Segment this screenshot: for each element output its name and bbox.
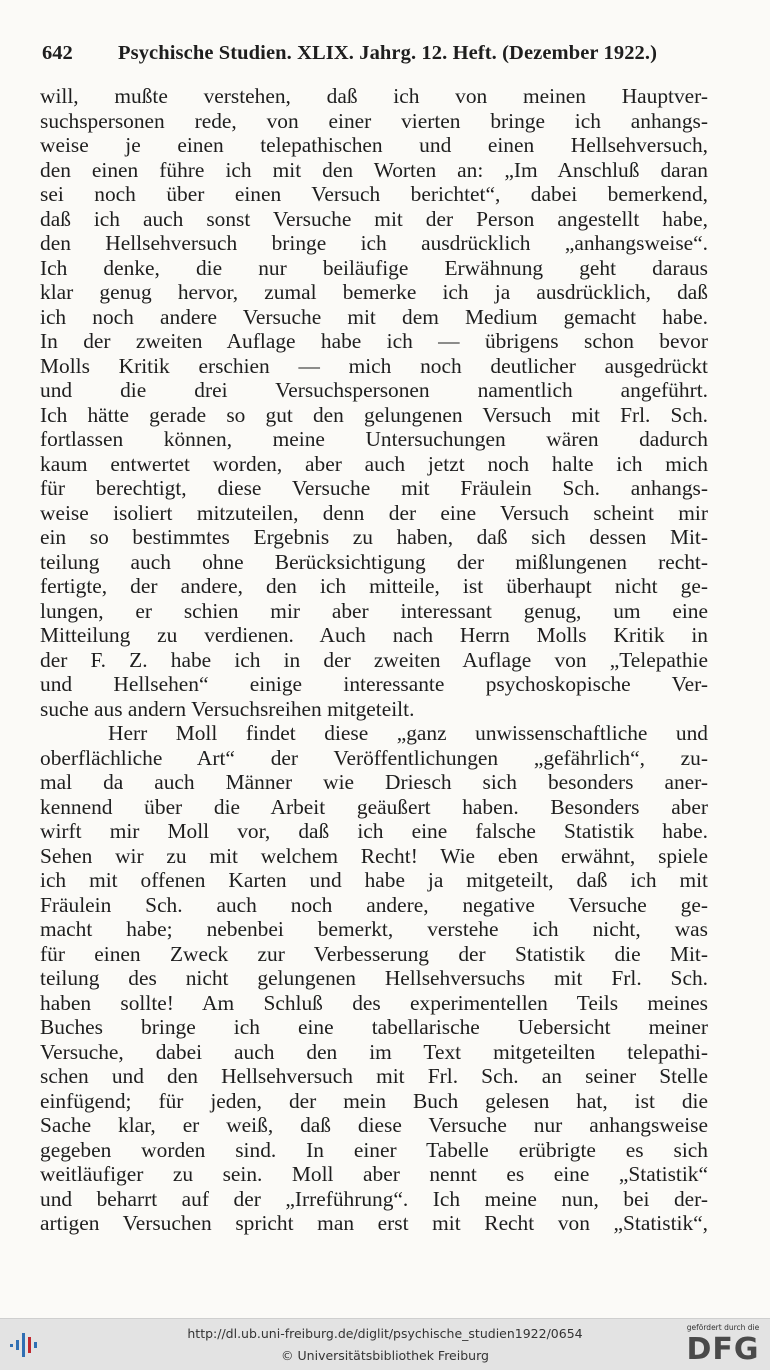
text-line: Sehen wir zu mit welchem Recht! Wie eben erwähnt, spiele — [40, 843, 708, 868]
text-line: klar genug hervor, zumal bemerke ich ja ausdrücklich, daß — [40, 280, 708, 304]
text-line: fertigte, der andere, den ich mitteile, ist überhaupt nicht ge- — [40, 574, 708, 598]
text-line: fortlassen können, meine Untersuchungen wären dadurch — [40, 427, 708, 451]
text-line: ein so bestimmtes Ergebnis zu haben, daß sich dessen Mit- — [40, 525, 708, 549]
dfg-logo-mark: DFG — [686, 1332, 760, 1367]
text-line: kaum entwertet worden, aber auch jetzt noch halte ich mich — [40, 451, 708, 476]
dfg-tagline: gefördert durch die — [686, 1323, 760, 1332]
page-number: 642 — [42, 42, 73, 64]
text-line: schen und den Hellsehversuch mit Frl. Sch. an seiner Stelle — [40, 1064, 708, 1088]
text-line: teilung des nicht gelungenen Hellsehversuchs mit Frl. Sch. — [40, 966, 708, 990]
viewer-footer — [0, 1318, 770, 1370]
text-line: mal da auch Männer wie Driesch sich besonders aner- — [40, 770, 708, 794]
text-line: der F. Z. habe ich in der zweiten Auflage von „Telepathie — [40, 647, 708, 672]
text-line: suchspersonen rede, von einer vierten bringe ich anhangs- — [40, 108, 708, 133]
page-header — [40, 42, 720, 72]
text-line: den einen führe ich mit den Worten an: „Im Anschluß daran — [40, 157, 708, 182]
text-line: Sache klar, er weiß, daß diese Versuche nur anhangsweise — [40, 1113, 708, 1137]
text-line: Mitteilung zu verdienen. Auch nach Herrn Molls Kritik in — [40, 623, 708, 647]
text-line: lungen, er schien mir aber interessant genug, um eine — [40, 598, 708, 623]
text-line: sei noch über einen Versuch berichtet“, dabei bemerkend, — [40, 182, 708, 206]
text-line: Fräulein Sch. auch noch andere, negative Versuche ge- — [40, 892, 708, 917]
text-line: und Hellsehen“ einige interessante psychoskopische Ver- — [40, 672, 708, 696]
dfg-logo — [680, 1323, 766, 1367]
text-line: oberflächliche Art“ der Veröffentlichungen „gefährlich“, zu- — [40, 745, 708, 770]
text-line: den Hellsehversuch bringe ich ausdrücklich „anhangsweise“. — [40, 231, 708, 255]
text-line: macht habe; nebenbei bemerkt, verstehe ich nicht, was — [40, 917, 708, 941]
text-line: Buches bringe ich eine tabellarische Uebersicht meiner — [40, 1015, 708, 1039]
text-line: ich mit offenen Karten und habe ja mitgeteilt, daß ich mit — [40, 868, 708, 892]
text-line: Ich denke, die nur beiläufige Erwähnung geht daraus — [40, 255, 708, 280]
text-line: Ich hätte gerade so gut den gelungenen Versuch mit Frl. Sch. — [40, 402, 708, 427]
text-line: für berechtigt, diese Versuche mit Fräulein Sch. anhangs- — [40, 476, 708, 500]
text-line: suche aus andern Versuchsreihen mitgeteilt. — [40, 696, 415, 721]
text-line: weise je einen telepathischen und einen Hellsehversuch, — [40, 133, 708, 157]
text-line: In der zweiten Auflage habe ich — übrigens schon bevor — [40, 329, 708, 353]
text-line: kennend über die Arbeit geäußert haben. Besonders aber — [40, 794, 708, 819]
text-line: gegeben worden sind. In einer Tabelle erübrigte es sich — [40, 1137, 708, 1162]
text-line: teilung auch ohne Berücksichtigung der mißlungenen recht- — [40, 549, 708, 574]
text-line: Molls Kritik erschien — mich noch deutlicher ausgedrückt — [40, 353, 708, 378]
text-line: weise isoliert mitzuteilen, denn der eine Versuch scheint mir — [40, 500, 708, 525]
text-line: will, mußte verstehen, daß ich von meinen Hauptver- — [40, 84, 708, 108]
text-line: und beharrt auf der „Irreführung“. Ich meine nun, bei der- — [40, 1186, 708, 1211]
body-text — [40, 84, 708, 1236]
text-line: und die drei Versuchspersonen namentlich angeführt. — [40, 378, 708, 402]
text-line: daß ich auch sonst Versuche mit der Person angestellt habe, — [40, 206, 708, 231]
text-line: haben sollte! Am Schluß des experimentellen Teils meines — [40, 990, 708, 1015]
copyright-notice: © Universitätsbibliothek Freiburg — [281, 1348, 489, 1363]
text-line: für einen Zweck zur Verbesserung der Statistik die Mit- — [40, 941, 708, 966]
text-line: ich noch andere Versuche mit dem Medium gemacht habe. — [40, 304, 708, 329]
text-line: Versuche, dabei auch den im Text mitgeteilten telepathi- — [40, 1039, 708, 1064]
text-line: wirft mir Moll vor, daß ich eine falsche Statistik habe. — [40, 819, 708, 843]
text-line: einfügend; für jeden, der mein Buch gelesen hat, ist die — [40, 1088, 708, 1113]
text-line: Herr Moll findet diese „ganz unwissenschaftliche und — [108, 721, 708, 745]
text-line: weitläufiger zu sein. Moll aber nennt es eine „Statistik“ — [40, 1162, 708, 1186]
source-link[interactable]: http://dl.ub.uni-freiburg.de/diglit/psychische_studien1922/0654 — [187, 1326, 583, 1341]
text-line: artigen Versuchen spricht man erst mit Recht von „Statistik“, — [40, 1211, 708, 1235]
running-title: Psychische Studien. XLIX. Jahrg. 12. Heft. (Dezember 1922.) — [118, 42, 658, 64]
